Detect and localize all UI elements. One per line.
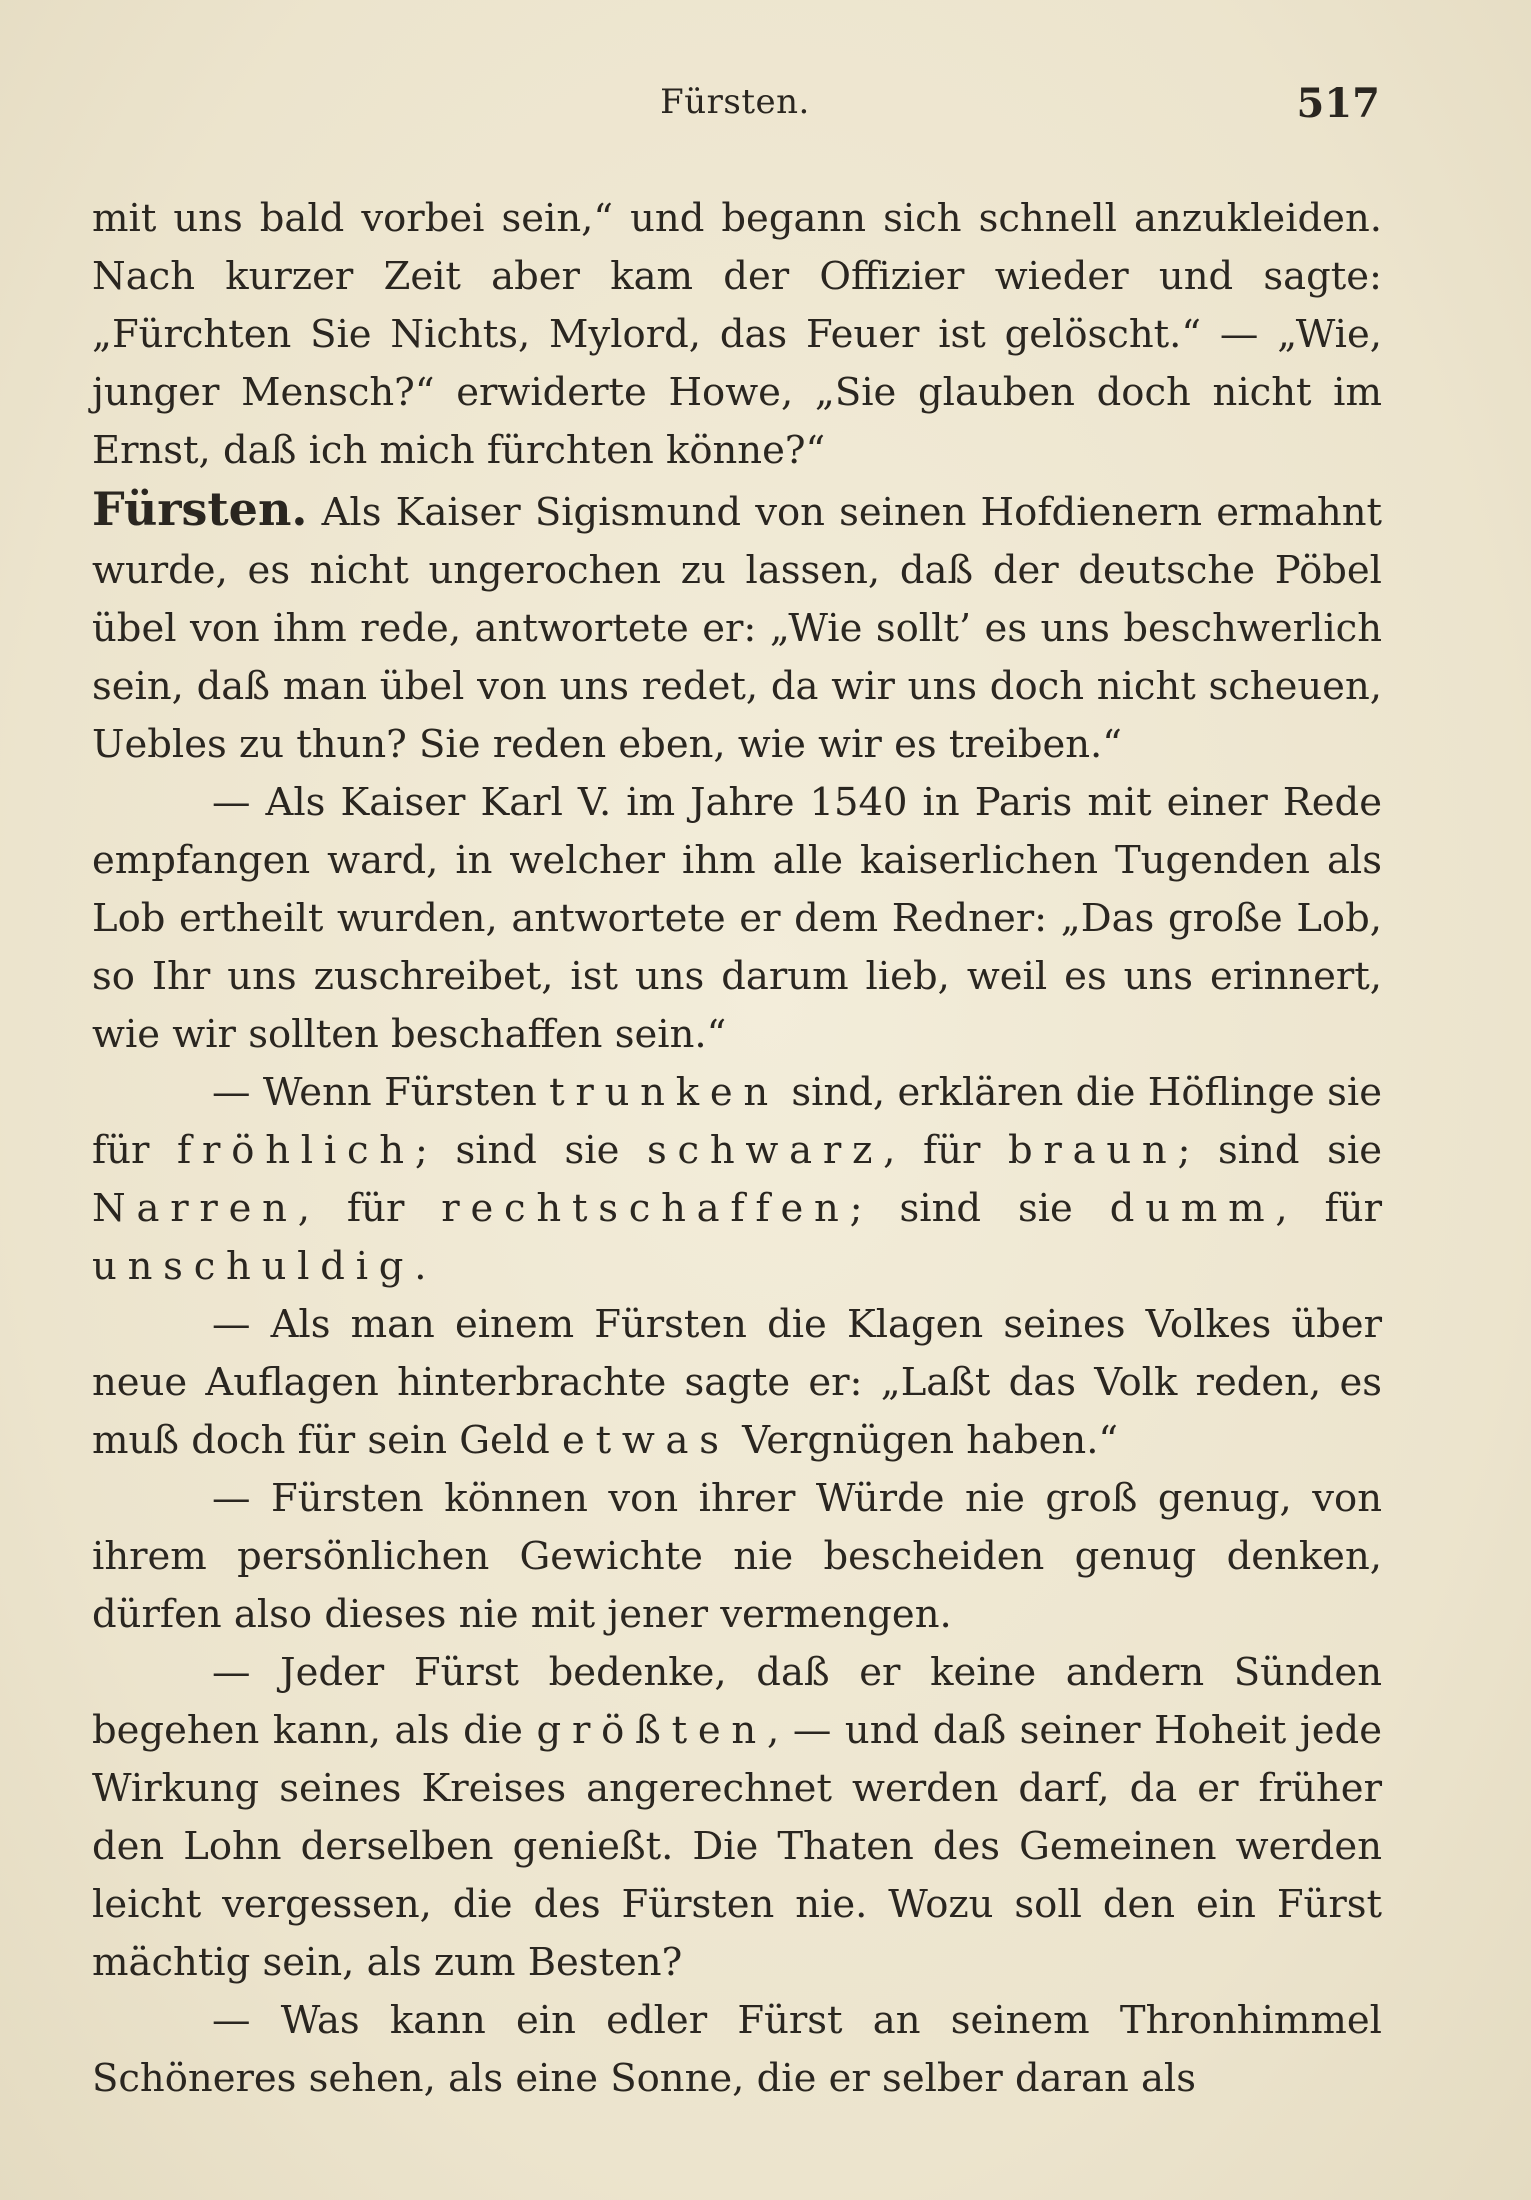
- text-run: Als Kaiser Sigismund von seinen Hofdienern ermahnt wurde, es nicht ungerochen zu lassen, daß der deutsche Pöbel übel von ihm rede, antwortete er: „Wie sollt’ es uns beschwerlich sein, daß man übel von uns redet, da wir uns doch nicht scheuen, Uebles zu thun? Sie reden eben, wie wir es treiben.“: [92, 490, 1382, 767]
- spaced-emphasis: Narren: [92, 1186, 298, 1231]
- spaced-emphasis: rechtschaffen: [441, 1186, 850, 1231]
- text-run: , für: [297, 1186, 442, 1231]
- text-run: , für: [883, 1128, 1008, 1173]
- text-run: Vergnügen haben.“: [729, 1418, 1119, 1463]
- running-title: Fürsten.: [660, 82, 810, 122]
- spaced-emphasis: größten: [536, 1708, 767, 1753]
- spaced-emphasis: etwas: [562, 1418, 730, 1463]
- text-run: — Wenn Fürsten: [212, 1070, 550, 1115]
- text-run: , für: [1275, 1186, 1382, 1231]
- spaced-emphasis: braun: [1007, 1128, 1178, 1173]
- running-head: [90, 82, 1380, 142]
- paragraph: [92, 1470, 1382, 1644]
- text-run: sind, erklären die Höflinge sie für: [92, 1070, 1382, 1173]
- text-run: — Jeder Fürst bedenke, daß er keine andern Sünden begehen kann, als die: [92, 1650, 1382, 1753]
- text-run: , — und daß seiner Hoheit jede Wirkung seines Kreises angerechnet werden darf, da er früher den Lohn derselben genießt. Die Thaten des Gemeinen werden leicht vergessen, die des Fürsten nie. Wozu soll den ein Fürst mächtig sein, als zum Besten?: [92, 1708, 1382, 1985]
- paragraph: [92, 774, 1382, 1064]
- entry-lemma: Fürsten.: [92, 482, 308, 536]
- entry-paragraph: [92, 480, 1382, 774]
- paragraph: [92, 1992, 1382, 2108]
- page-number: 517: [1296, 80, 1380, 127]
- spaced-emphasis: fröhlich: [177, 1128, 415, 1173]
- text-run: — Was kann ein edler Fürst an seinem Thronhimmel Schöneres sehen, als eine Sonne, die er selber daran als: [92, 1998, 1382, 2101]
- spaced-emphasis: schwarz: [646, 1128, 884, 1173]
- paragraph: [92, 1296, 1382, 1470]
- text-run: — Als man einem Fürsten die Klagen seines Volkes über neue Auflagen hinterbrachte sagte er: „Laßt das Volk reden, es muß doch für sein Geld: [92, 1302, 1382, 1463]
- paragraph: [92, 1064, 1382, 1296]
- spaced-emphasis: trunken: [549, 1070, 780, 1115]
- paragraph: [92, 1644, 1382, 1992]
- spaced-emphasis: unschuldig: [92, 1244, 415, 1289]
- text-run: ; sind sie: [849, 1186, 1110, 1231]
- text-run: .: [414, 1244, 427, 1289]
- spaced-emphasis: dumm: [1109, 1186, 1276, 1231]
- text-run: — Fürsten können von ihrer Würde nie groß genug, von ihrem persönlichen Gewichte nie bescheiden genug denken, dürfen also dieses nie mit jener vermengen.: [92, 1476, 1382, 1637]
- text-run: — Als Kaiser Karl V. im Jahre 1540 in Paris mit einer Rede empfangen ward, in welcher ihm alle kaiserlichen Tugenden als Lob ertheilt wurden, antwortete er dem Redner: „Das große Lob, so Ihr uns zuschreibet, ist uns darum lieb, weil es uns erinnert, wie wir sollten beschaffen sein.“: [92, 780, 1382, 1057]
- text-run: mit uns bald vorbei sein,“ und begann sich schnell anzukleiden. Nach kurzer Zeit aber kam der Offizier wieder und sagte: „Fürchten Sie Nichts, Mylord, das Feuer ist gelöscht.“ — „Wie, junger Mensch?“ erwiderte Howe, „Sie glauben doch nicht im Ernst, daß ich mich fürchten könne?“: [92, 196, 1382, 473]
- paragraph: [92, 190, 1382, 480]
- text-run: ; sind sie: [414, 1128, 647, 1173]
- text-run: ; sind sie: [1177, 1128, 1382, 1173]
- body-text: [92, 190, 1382, 2108]
